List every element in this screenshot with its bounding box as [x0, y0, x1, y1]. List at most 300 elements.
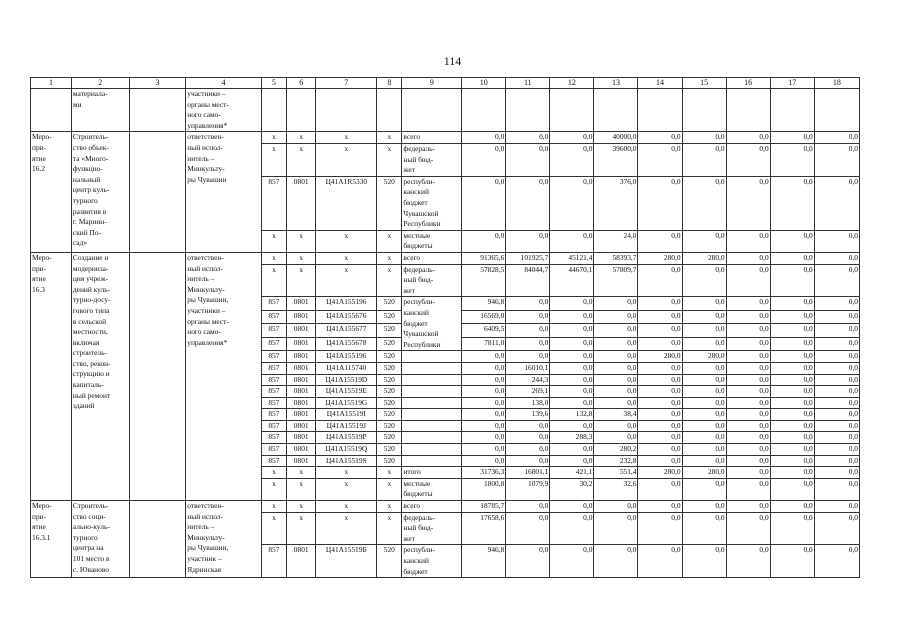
code-section: x [287, 264, 316, 297]
code-target: x [316, 478, 377, 500]
amount-cell: 0,0 [726, 230, 770, 252]
funding-source: федераль- ный бюд- жет [402, 143, 462, 176]
amount-cell: 280,0 [682, 252, 726, 264]
amount-cell: 0,0 [550, 324, 594, 337]
amount-cell: 0,0 [814, 501, 859, 513]
column-number: 14 [638, 78, 682, 89]
code-target: Ц41А15519G [316, 397, 377, 409]
amount-cell: 0,0 [770, 337, 814, 351]
amount-cell: 0,0 [594, 374, 638, 386]
funding-source: всего [402, 501, 462, 513]
amount-cell: 0,0 [814, 467, 859, 479]
code-target: Ц41А155676 [316, 310, 377, 323]
amount-cell: 0,0 [814, 374, 859, 386]
code-section: x [287, 132, 316, 144]
amount-cell: 0,0 [462, 455, 506, 467]
table-cell [770, 89, 814, 132]
amount-cell: 0,0 [726, 310, 770, 323]
amount-cell: 132,8 [550, 409, 594, 421]
amount-cell: 0,0 [462, 397, 506, 409]
code-target: x [316, 252, 377, 264]
amount-cell: 0,0 [506, 297, 550, 310]
amount-cell: 0,0 [550, 143, 594, 176]
amount-cell: 17658,6 [462, 512, 506, 545]
amount-cell: 0,0 [814, 310, 859, 323]
amount-cell: 0,0 [770, 362, 814, 374]
column-number: 13 [594, 78, 638, 89]
amount-cell: 0,0 [638, 545, 682, 578]
budget-table [30, 77, 860, 578]
amount-cell: 0,0 [462, 143, 506, 176]
measure-name: материала- ми [71, 89, 129, 132]
funding-source: местные бюджеты [402, 478, 462, 500]
amount-cell: 0,0 [682, 455, 726, 467]
amount-cell: 0,0 [726, 337, 770, 351]
amount-cell: 0,0 [594, 432, 638, 444]
amount-cell: 0,0 [770, 252, 814, 264]
amount-cell: 0,0 [594, 297, 638, 310]
amount-cell: 0,0 [770, 310, 814, 323]
code-target: x [316, 143, 377, 176]
amount-cell: 0,0 [770, 132, 814, 144]
funding-source [402, 397, 462, 409]
table-cell [287, 89, 316, 132]
code-target: Ц41А15519S [316, 455, 377, 467]
code-section: x [287, 501, 316, 513]
amount-cell: 0,0 [638, 297, 682, 310]
amount-cell: 0,0 [682, 444, 726, 456]
code-type: x [377, 467, 402, 479]
code-section: 0801 [287, 545, 316, 578]
code-target: x [316, 264, 377, 297]
code-grbs: 857 [261, 444, 286, 456]
code-grbs: x [261, 264, 286, 297]
code-grbs: x [261, 467, 286, 479]
amount-cell: 0,0 [770, 176, 814, 230]
amount-cell: 0,0 [726, 264, 770, 297]
measure-id: Меро- при- ятие 16.3.1 [31, 501, 72, 578]
table-cell [726, 89, 770, 132]
code-grbs: 857 [261, 362, 286, 374]
amount-cell: 0,0 [682, 310, 726, 323]
amount-cell: 0,0 [814, 132, 859, 144]
amount-cell: 0,0 [814, 397, 859, 409]
funding-source [402, 351, 462, 363]
amount-cell: 280,0 [638, 351, 682, 363]
amount-cell: 38,4 [594, 409, 638, 421]
code-grbs: 857 [261, 337, 286, 351]
code-type: x [377, 132, 402, 144]
amount-cell: 0,0 [770, 386, 814, 398]
amount-cell: 0,0 [726, 512, 770, 545]
table-cell [814, 89, 859, 132]
code-grbs: 857 [261, 374, 286, 386]
code-section: 0801 [287, 362, 316, 374]
code-type: 520 [377, 374, 402, 386]
table-cell [261, 89, 286, 132]
code-grbs: 857 [261, 324, 286, 337]
amount-cell: 0,0 [726, 455, 770, 467]
amount-cell: 40000,0 [594, 132, 638, 144]
amount-cell: 0,0 [638, 455, 682, 467]
funding-source [402, 386, 462, 398]
amount-cell: 0,0 [462, 351, 506, 363]
amount-cell: 84044,7 [506, 264, 550, 297]
code-target: x [316, 132, 377, 144]
code-section: 0801 [287, 337, 316, 351]
amount-cell: 0,0 [506, 310, 550, 323]
table-cell [462, 89, 506, 132]
amount-cell: 0,0 [682, 432, 726, 444]
amount-cell: 0,0 [814, 337, 859, 351]
measure-name: Строитель- ство соци- ально-куль- турного центра на 101 место в с. Юваново [71, 501, 129, 578]
table-cell [129, 501, 186, 578]
measure-name: Строитель- ство объек- та «Много- функцио- нальный центр куль- турного развития в г. Мариин- ский По- сад» [71, 132, 129, 253]
code-grbs: x [261, 501, 286, 513]
measure-id: Меро- при- ятие 16.3 [31, 252, 72, 500]
amount-cell: 0,0 [638, 374, 682, 386]
column-number: 18 [814, 78, 859, 89]
amount-cell: 0,0 [550, 444, 594, 456]
amount-cell: 0,0 [814, 143, 859, 176]
amount-cell: 0,0 [682, 501, 726, 513]
amount-cell: 0,0 [770, 478, 814, 500]
amount-cell: 0,0 [462, 444, 506, 456]
funding-source [402, 362, 462, 374]
code-target: x [316, 230, 377, 252]
amount-cell: 0,0 [638, 230, 682, 252]
column-number: 2 [71, 78, 129, 89]
amount-cell: 0,0 [550, 501, 594, 513]
code-section: x [287, 478, 316, 500]
amount-cell: 0,0 [594, 501, 638, 513]
amount-cell: 16801,1 [506, 467, 550, 479]
amount-cell: 0,0 [638, 512, 682, 545]
table-cell [129, 132, 186, 253]
amount-cell: 39600,0 [594, 143, 638, 176]
amount-cell: 0,0 [550, 230, 594, 252]
funding-source: федераль- ный бюд- жет [402, 512, 462, 545]
amount-cell: 0,0 [726, 478, 770, 500]
amount-cell: 0,0 [550, 337, 594, 351]
code-type: x [377, 512, 402, 545]
amount-cell: 0,0 [726, 545, 770, 578]
amount-cell: 0,0 [726, 444, 770, 456]
code-grbs: 857 [261, 297, 286, 310]
code-section: 0801 [287, 310, 316, 323]
amount-cell: 45121,4 [550, 252, 594, 264]
amount-cell: 0,0 [594, 324, 638, 337]
code-grbs: 857 [261, 409, 286, 421]
amount-cell: 0,0 [726, 501, 770, 513]
amount-cell: 0,0 [550, 386, 594, 398]
amount-cell: 6409,5 [462, 324, 506, 337]
code-type: 520 [377, 297, 402, 310]
amount-cell: 0,0 [682, 512, 726, 545]
amount-cell: 0,0 [814, 264, 859, 297]
amount-cell: 0,0 [814, 362, 859, 374]
amount-cell: 0,0 [814, 432, 859, 444]
amount-cell: 0,0 [814, 386, 859, 398]
amount-cell: 0,0 [550, 310, 594, 323]
funding-source: всего [402, 252, 462, 264]
column-number: 12 [550, 78, 594, 89]
amount-cell: 0,0 [682, 409, 726, 421]
amount-cell: 0,0 [506, 512, 550, 545]
amount-cell: 0,0 [462, 432, 506, 444]
column-number: 15 [682, 78, 726, 89]
code-grbs: 857 [261, 545, 286, 578]
amount-cell: 0,0 [462, 386, 506, 398]
amount-cell: 0,0 [594, 351, 638, 363]
amount-cell: 0,0 [726, 324, 770, 337]
code-section: 0801 [287, 386, 316, 398]
amount-cell: 0,0 [682, 397, 726, 409]
amount-cell: 0,0 [462, 230, 506, 252]
amount-cell: 0,0 [594, 386, 638, 398]
code-target: Ц41А15519Б [316, 545, 377, 578]
amount-cell: 0,0 [550, 351, 594, 363]
code-section: x [287, 143, 316, 176]
amount-cell: 0,0 [638, 501, 682, 513]
code-section: 0801 [287, 397, 316, 409]
amount-cell: 0,0 [682, 545, 726, 578]
executor-cell: ответствен- ный испол- нитель – Минкульту- ры Чувашии, участники – органы мест- ного само- управления* [186, 252, 262, 500]
code-grbs: 857 [261, 455, 286, 467]
column-number: 3 [129, 78, 186, 89]
code-grbs: x [261, 512, 286, 545]
code-grbs: 857 [261, 420, 286, 432]
amount-cell: 280,0 [682, 351, 726, 363]
funding-source: всего [402, 132, 462, 144]
amount-cell: 0,0 [638, 310, 682, 323]
column-number: 5 [261, 78, 286, 89]
amount-cell: 232,8 [594, 455, 638, 467]
amount-cell: 0,0 [726, 467, 770, 479]
amount-cell: 0,0 [594, 362, 638, 374]
amount-cell: 269,1 [506, 386, 550, 398]
code-target: Ц41А15519E [316, 386, 377, 398]
code-type: x [377, 478, 402, 500]
amount-cell: 16010,1 [506, 362, 550, 374]
code-grbs: 857 [261, 397, 286, 409]
code-grbs: 857 [261, 386, 286, 398]
code-section: 0801 [287, 432, 316, 444]
amount-cell: 31736,3 [462, 467, 506, 479]
code-grbs: 857 [261, 176, 286, 230]
executor-cell: участники – органы мест- ного само- управления* [186, 89, 262, 132]
amount-cell: 0,0 [726, 374, 770, 386]
amount-cell: 0,0 [682, 297, 726, 310]
amount-cell: 288,3 [550, 432, 594, 444]
amount-cell: 1079,9 [506, 478, 550, 500]
code-type: 520 [377, 397, 402, 409]
code-type: 520 [377, 386, 402, 398]
amount-cell: 0,0 [594, 397, 638, 409]
code-grbs: x [261, 252, 286, 264]
amount-cell: 0,0 [594, 545, 638, 578]
amount-cell: 0,0 [814, 176, 859, 230]
column-number: 8 [377, 78, 402, 89]
amount-cell: 0,0 [506, 432, 550, 444]
amount-cell: 0,0 [462, 132, 506, 144]
amount-cell: 0,0 [682, 374, 726, 386]
amount-cell: 0,0 [682, 230, 726, 252]
amount-cell: 0,0 [594, 337, 638, 351]
amount-cell: 0,0 [506, 420, 550, 432]
code-target: Ц41А15519P [316, 432, 377, 444]
amount-cell: 0,0 [682, 143, 726, 176]
amount-cell: 0,0 [726, 143, 770, 176]
amount-cell: 0,0 [726, 252, 770, 264]
table-row [31, 252, 860, 264]
amount-cell: 0,0 [814, 252, 859, 264]
amount-cell: 0,0 [506, 337, 550, 351]
amount-cell: 0,0 [682, 420, 726, 432]
amount-cell: 244,3 [506, 374, 550, 386]
amount-cell: 0,0 [638, 420, 682, 432]
funding-source [402, 409, 462, 421]
amount-cell: 0,0 [814, 324, 859, 337]
amount-cell: 101925,7 [506, 252, 550, 264]
code-section: 0801 [287, 176, 316, 230]
amount-cell: 551,4 [594, 467, 638, 479]
code-target: Ц41А115740 [316, 362, 377, 374]
amount-cell: 0,0 [770, 297, 814, 310]
amount-cell: 24,0 [594, 230, 638, 252]
amount-cell: 0,0 [638, 397, 682, 409]
code-target: x [316, 501, 377, 513]
code-target: x [316, 467, 377, 479]
amount-cell: 376,0 [594, 176, 638, 230]
amount-cell: 0,0 [682, 362, 726, 374]
column-number: 17 [770, 78, 814, 89]
amount-cell: 0,0 [506, 132, 550, 144]
amount-cell: 0,0 [506, 176, 550, 230]
code-type: 520 [377, 351, 402, 363]
amount-cell: 0,0 [770, 374, 814, 386]
amount-cell: 30,2 [550, 478, 594, 500]
table-cell [31, 89, 72, 132]
funding-source: республи- канский бюджет Чувашской Республики [402, 176, 462, 230]
amount-cell: 0,0 [506, 501, 550, 513]
code-grbs: x [261, 478, 286, 500]
table-cell [638, 89, 682, 132]
table-row [31, 501, 860, 513]
measure-id: Меро- при- ятие 16.2 [31, 132, 72, 253]
funding-source: местные бюджеты [402, 230, 462, 252]
amount-cell: 0,0 [506, 444, 550, 456]
amount-cell: 0,0 [682, 176, 726, 230]
funding-source [402, 432, 462, 444]
amount-cell: 0,0 [594, 512, 638, 545]
amount-cell: 0,0 [594, 420, 638, 432]
table-cell [377, 89, 402, 132]
amount-cell: 0,0 [770, 324, 814, 337]
amount-cell: 0,0 [550, 297, 594, 310]
amount-cell: 0,0 [550, 132, 594, 144]
code-type: 520 [377, 455, 402, 467]
amount-cell: 0,0 [770, 501, 814, 513]
table-cell [402, 89, 462, 132]
amount-cell: 0,0 [726, 132, 770, 144]
table-cell [316, 89, 377, 132]
code-grbs: x [261, 143, 286, 176]
code-target: Ц41А1R5330 [316, 176, 377, 230]
amount-cell: 0,0 [506, 351, 550, 363]
code-grbs: x [261, 230, 286, 252]
amount-cell: 0,0 [770, 444, 814, 456]
amount-cell: 0,0 [682, 337, 726, 351]
amount-cell: 0,0 [814, 444, 859, 456]
amount-cell: 0,0 [726, 176, 770, 230]
code-grbs: x [261, 132, 286, 144]
code-target: Ц41А15519I [316, 409, 377, 421]
code-section: 0801 [287, 409, 316, 421]
code-grbs: 857 [261, 351, 286, 363]
code-section: 0801 [287, 444, 316, 456]
amount-cell: 0,0 [462, 176, 506, 230]
amount-cell: 0,0 [726, 362, 770, 374]
funding-source: федераль- ный бюд- жет [402, 264, 462, 297]
code-target: x [316, 512, 377, 545]
amount-cell: 0,0 [638, 132, 682, 144]
amount-cell: 0,0 [550, 455, 594, 467]
funding-source [402, 444, 462, 456]
amount-cell: 0,0 [506, 324, 550, 337]
code-section: 0801 [287, 351, 316, 363]
table-row [31, 132, 860, 144]
amount-cell: 0,0 [506, 230, 550, 252]
amount-cell: 0,0 [814, 351, 859, 363]
code-type: 520 [377, 432, 402, 444]
code-target: Ц41А15519J [316, 420, 377, 432]
funding-source [402, 420, 462, 432]
code-type: 520 [377, 337, 402, 351]
code-section: x [287, 512, 316, 545]
code-section: x [287, 467, 316, 479]
code-type: x [377, 252, 402, 264]
amount-cell: 1800,8 [462, 478, 506, 500]
code-type: x [377, 230, 402, 252]
amount-cell: 0,0 [462, 409, 506, 421]
amount-cell: 0,0 [682, 478, 726, 500]
amount-cell: 0,0 [770, 512, 814, 545]
amount-cell: 0,0 [638, 176, 682, 230]
code-section: 0801 [287, 374, 316, 386]
code-target: Ц41А155678 [316, 337, 377, 351]
amount-cell: 0,0 [682, 324, 726, 337]
funding-source: республи- канский бюджет Чувашской Республики [402, 297, 462, 351]
table-cell [129, 89, 186, 132]
amount-cell: 0,0 [770, 409, 814, 421]
amount-cell: 0,0 [770, 420, 814, 432]
column-number: 10 [462, 78, 506, 89]
amount-cell: 0,0 [550, 397, 594, 409]
amount-cell: 280,0 [638, 252, 682, 264]
amount-cell: 32,6 [594, 478, 638, 500]
amount-cell: 0,0 [814, 512, 859, 545]
amount-cell: 0,0 [770, 397, 814, 409]
code-section: 0801 [287, 324, 316, 337]
amount-cell: 0,0 [638, 324, 682, 337]
amount-cell: 0,0 [682, 386, 726, 398]
amount-cell: 0,0 [638, 478, 682, 500]
amount-cell: 0,0 [638, 409, 682, 421]
code-section: 0801 [287, 297, 316, 310]
amount-cell: 0,0 [550, 374, 594, 386]
amount-cell: 0,0 [726, 397, 770, 409]
